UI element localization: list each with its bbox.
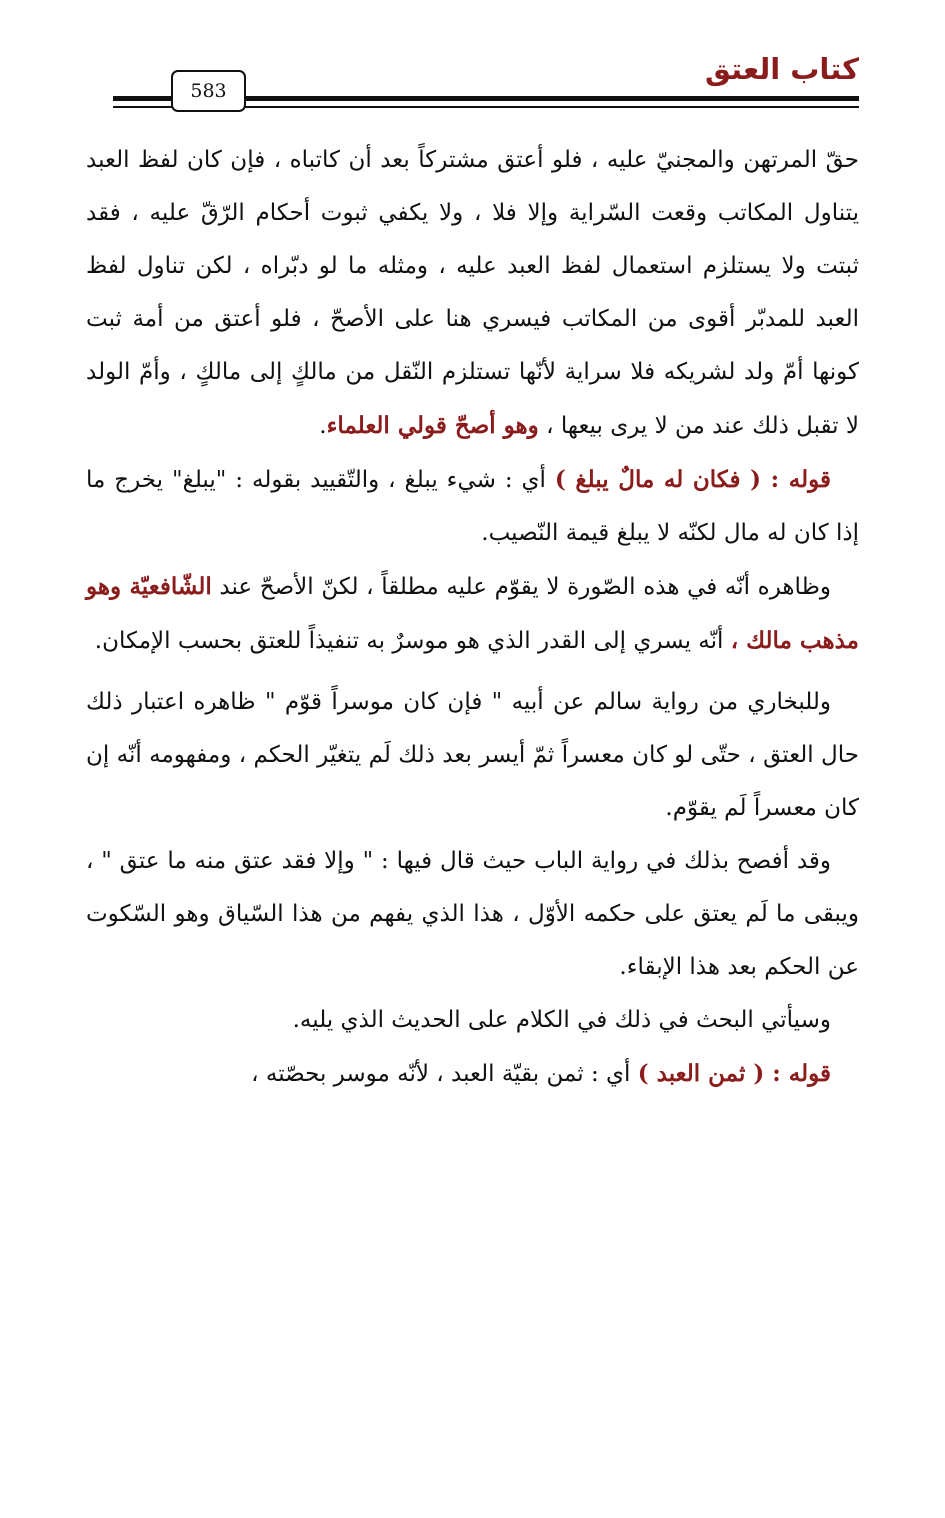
paragraph-text: حقّ المرتهن والمجنيّ عليه ، فلو أعتق مشتركاً بعد أن كاتباه ، فإن كان لفظ العبد يتناول المكاتب وقعت السّراية وإلا فلا ، ولا يكفي ثبوت أحكام الرّقّ عليه ، فقد ثبتت ولا يستلزم استعمال لفظ العبد عليه ، ومثله ما لو دبّراه ، لكن تناول لفظ العبد للمدبّر أقوى من المكاتب فيسري هنا على الأصحّ ، فلو أعتق من أمة ثبت كونها أمّ ولد لشريكه فلا سراية لأنّها تستلزم النّقل من مالكٍ إلى مالكٍ ، وأمّ الولد لا تقبل ذلك عند من لا يرى بيعها ، (86, 147, 859, 439)
paragraph-text: أي : شيء يبلغ ، والتّقييد بقوله : "يبلغ" يخرج ما إذا كان له مال لكنّه لا يبلغ قيمة النّصيب. (86, 467, 859, 546)
paragraph-4 (86, 676, 859, 835)
highlighted-phrase: الشّافعيّة وهو مذهب مالك ، (86, 573, 859, 654)
quoted-heading: قوله : ( فكان له مالٌ يبلغ ) (554, 466, 831, 493)
paragraph-1 (86, 134, 859, 453)
page-number: 583 (171, 70, 246, 112)
highlighted-phrase: وهو أصحّ قولي العلماء (326, 412, 539, 439)
paragraph-7 (86, 1047, 859, 1101)
paragraph-text: وقد أفصح بذلك في رواية الباب حيث قال فيها : " وإلا فقد عتق منه ما عتق " ، ويبقى ما لَم يعتق على حكمه الأوّل ، هذا الذي يفهم من هذا السّياق وهو السّكوت عن الحكم بعد هذا الإبقاء. (86, 848, 859, 980)
paragraph-5 (86, 835, 859, 994)
paragraph-text: . (319, 413, 327, 439)
book-title: كتاب العتق (704, 52, 859, 86)
paragraph-2 (86, 453, 859, 560)
paragraph-text: وسيأتي البحث في ذلك في الكلام على الحديث الذي يليه. (292, 1007, 831, 1033)
paragraph-3 (86, 560, 859, 668)
paragraph-text: وظاهره أنّه في هذه الصّورة لا يقوّم عليه مطلقاً ، لكنّ الأصحّ عند (211, 574, 831, 600)
page-header (0, 0, 945, 120)
paragraph-text: أي : ثمن بقيّة العبد ، لأنّه موسر بحصّته ، (251, 1061, 638, 1087)
page-body (86, 134, 859, 1101)
paragraph-text: أنّه يسري إلى القدر الذي هو موسرٌ به تنفيذاً للعتق بحسب الإمكان. (94, 628, 731, 654)
paragraph-6 (86, 994, 859, 1047)
quoted-heading: قوله : ( ثمن العبد ) (637, 1060, 831, 1087)
paragraph-text: وللبخاري من رواية سالم عن أبيه " فإن كان موسراً قوّم " ظاهره اعتبار ذلك حال العتق ، حتّى لو كان معسراً ثمّ أيسر بعد ذلك لَم يتغيّر الحكم ، ومفهومه أنّه إن كان معسراً لَم يقوّم. (86, 689, 859, 821)
